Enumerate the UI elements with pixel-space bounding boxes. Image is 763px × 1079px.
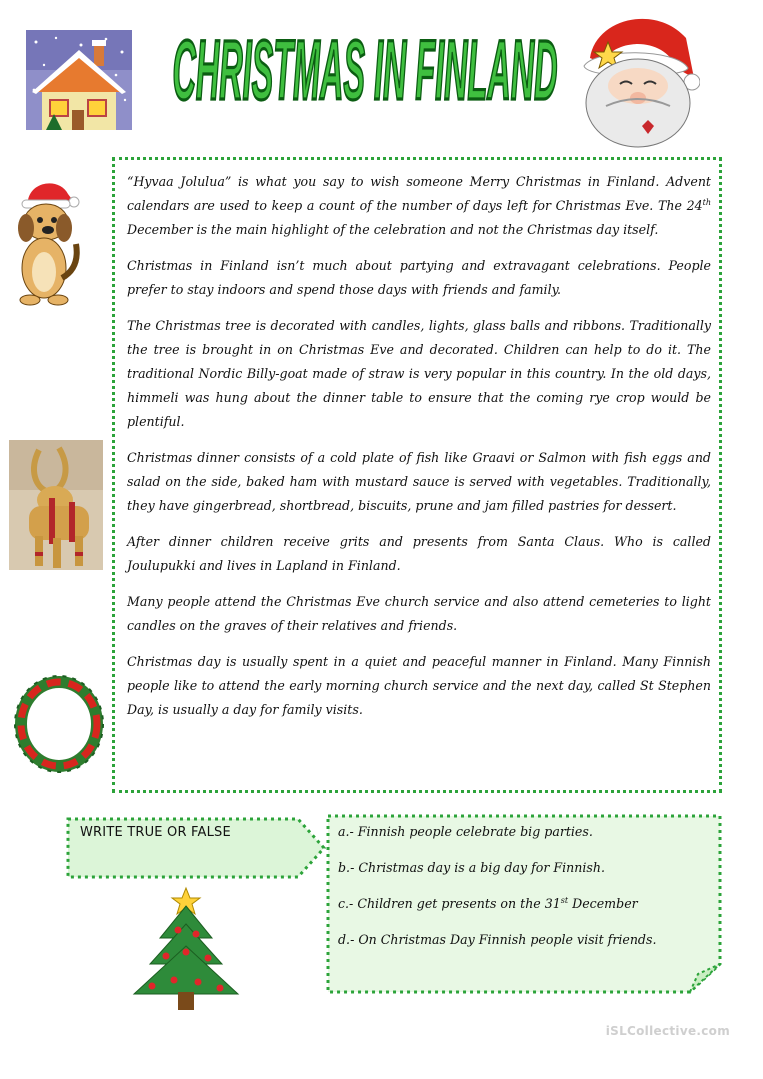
paragraph: Christmas in Finland isn’t much about partying and extravagant celebrations. People prefer to stay indoors and spend those days with friends and family. [127, 258, 711, 297]
question-item: b.- Christmas day is a big day for Finnish. [338, 860, 605, 875]
page-title [165, 28, 565, 138]
question-item: a.- Finnish people celebrate big parties. [338, 824, 593, 839]
puppy-santa-hat-icon [8, 178, 84, 306]
questions-box [326, 814, 722, 994]
question-item: c.- Children get presents on the 31st December [338, 895, 638, 911]
paragraph: The Christmas tree is decorated with candles, lights, glass balls and ribbons. Traditionally the tree is brought in on Christmas Eve and decorated. Children can help to do it. The traditional Nordic Billy-goat made of straw is very popular in this country. In the old days, himmeli was hung about the dinner table to ensure that the coming rye crop would be plentiful. [127, 318, 711, 429]
straw-goat-photo [9, 440, 103, 570]
question-item: d.- On Christmas Day Finnish people visit friends. [338, 932, 657, 947]
paragraph: After dinner children receive grits and presents from Santa Claus. Who is called Joulupukki and lives in Lapland in Finland. [127, 534, 711, 573]
snowy-house-icon [26, 30, 132, 138]
page-title-text: CHRISTMAS IN FINLAND [172, 28, 558, 118]
paragraph: Many people attend the Christmas Eve church service and also attend cemeteries to light candles on the graves of their relatives and friends. [127, 594, 711, 633]
paragraph: “Hyvaa Joluluа” is what you say to wish someone Merry Christmas in Finland. Advent calendars are used to keep a count of the number of days left for Christmas Eve. The 24th December is the main highlight of the celebration and not the Christmas day itself. [127, 174, 711, 237]
paragraph: Christmas day is usually spent in a quiet and peaceful manner in Finland. Many Finnish people like to attend the early morning church service and the next day, called St Stephen Day, is usually a day for family visits. [127, 654, 711, 717]
paragraph: Christmas dinner consists of a cold plate of fish like Graavi or Salmon with fish eggs and salad on the side, baked ham with mustard sauce is served with vegetables. Traditionally, they have gingerbread, shortbread, biscuits, prune and jam filled pastries for dessert. [127, 450, 711, 513]
santa-face-icon [576, 8, 700, 150]
wreath-icon [12, 672, 106, 776]
reading-text-box [112, 157, 722, 793]
christmas-tree-icon [128, 886, 244, 1016]
exercise-label: WRITE TRUE OR FALSE [80, 825, 231, 840]
footer-watermark: iSLCollective.com [605, 1024, 730, 1038]
exercise-banner [66, 817, 328, 879]
